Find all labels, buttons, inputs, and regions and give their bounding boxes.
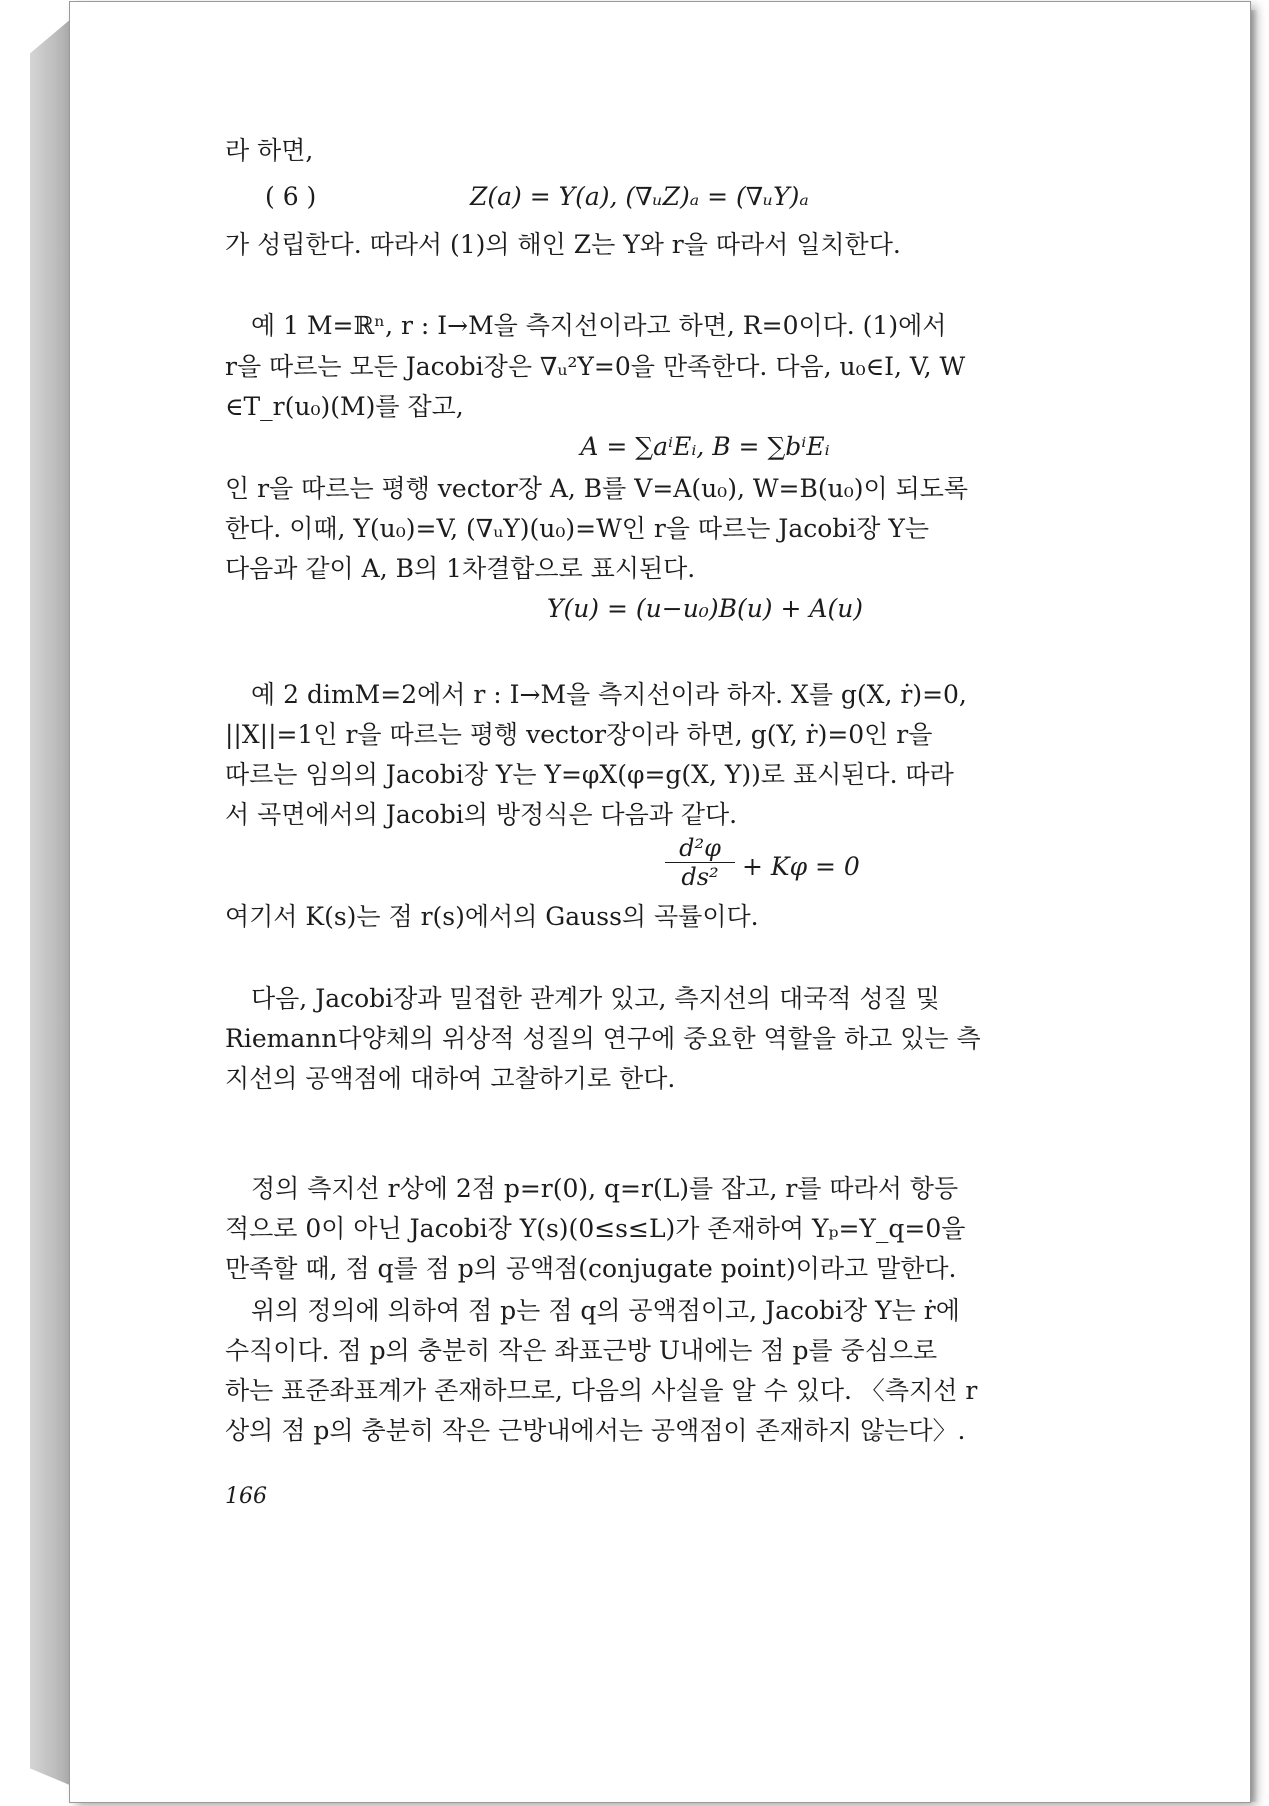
example-1-heading: 예 1 M=ℝⁿ, r : I→M을 측지선이라고 하면, R=0이다. (1)에서 <box>251 311 947 340</box>
definition-heading: 정의 측지선 r상에 2점 p=r(0), q=r(L)를 잡고, r를 따라서 항등 <box>251 1174 959 1203</box>
equation-yu: Y(u) = (u−u₀)B(u) + A(u) <box>546 594 864 623</box>
example-2-heading: 예 2 dimM=2에서 r : I→M을 측지선이라 하자. X를 g(X, ṙ)=0, <box>251 680 967 709</box>
text-line: 따르는 임의의 Jacobi장 Y는 Y=φX(φ=g(X, Y))로 표시된다. 따라 <box>225 760 954 789</box>
text-line: ||X||=1인 r을 따르는 평행 vector장이라 하면, g(Y, ṙ)=0인 r을 <box>225 720 933 749</box>
text-line: 상의 점 p의 충분히 작은 근방내에서는 공액점이 존재하지 않는다〉. <box>225 1416 966 1445</box>
text-line: 다음과 같이 A, B의 1차결합으로 표시된다. <box>225 554 696 583</box>
text-line: 서 곡면에서의 Jacobi의 방정식은 다음과 같다. <box>225 800 738 829</box>
text-line: 적으로 0이 아닌 Jacobi장 Y(s)(0≤s≤L)가 존재하여 Yₚ=Y_q=0을 <box>225 1214 966 1243</box>
fraction-numerator: d²φ <box>665 834 735 863</box>
text-line: r을 따르는 모든 Jacobi장은 ∇ᵤ²Y=0을 만족한다. 다음, u₀∈I, V, W <box>225 352 966 381</box>
equation-jacobi-rest: + Kφ = 0 <box>742 852 860 881</box>
text-line: 가 성립한다. 따라서 (1)의 해인 Z는 Y와 r을 따라서 일치한다. <box>225 230 901 259</box>
equation-ab: A = ∑aⁱEᵢ, B = ∑bⁱEᵢ <box>580 432 830 461</box>
text-line: 다음, Jacobi장과 밀접한 관계가 있고, 측지선의 대국적 성질 및 <box>251 984 940 1013</box>
jacobi-fraction <box>665 834 735 891</box>
text-line: 여기서 K(s)는 점 r(s)에서의 Gauss의 곡률이다. <box>225 902 759 931</box>
text-line: 수직이다. 점 p의 충분히 작은 좌표근방 U내에는 점 p를 중심으로 <box>225 1336 938 1365</box>
equation-6: Z(a) = Y(a), (∇ᵤZ)ₐ = (∇ᵤY)ₐ <box>470 182 809 211</box>
text-line: 한다. 이때, Y(u₀)=V, (∇ᵤY)(u₀)=W인 r을 따르는 Jacobi장 Y는 <box>225 514 930 543</box>
fraction-denominator: ds² <box>681 863 719 891</box>
equation-label: ( 6 ) <box>265 182 317 211</box>
text-line: ∈T_r(u₀)(M)를 잡고, <box>225 392 464 421</box>
text-line: 만족할 때, 점 q를 점 p의 공액점(conjugate point)이라고 말한다. <box>225 1254 957 1283</box>
text-line: 지선의 공액점에 대하여 고찰하기로 한다. <box>225 1064 676 1093</box>
book-spine-edge <box>30 18 72 1786</box>
text-line: 라 하면, <box>225 136 314 165</box>
book-page <box>70 2 1250 1802</box>
text-line: 위의 정의에 의하여 점 p는 점 q의 공액점이고, Jacobi장 Y는 ṙ에 <box>251 1296 960 1325</box>
page-number: 166 <box>225 1484 267 1509</box>
text-line: 하는 표준좌표계가 존재하므로, 다음의 사실을 알 수 있다. 〈측지선 r <box>225 1376 978 1405</box>
text-line: Riemann다양체의 위상적 성질의 연구에 중요한 역할을 하고 있는 측 <box>225 1024 981 1053</box>
page-content <box>70 2 1250 1802</box>
text-line: 인 r을 따르는 평행 vector장 A, B를 V=A(u₀), W=B(u₀)이 되도록 <box>225 474 969 503</box>
